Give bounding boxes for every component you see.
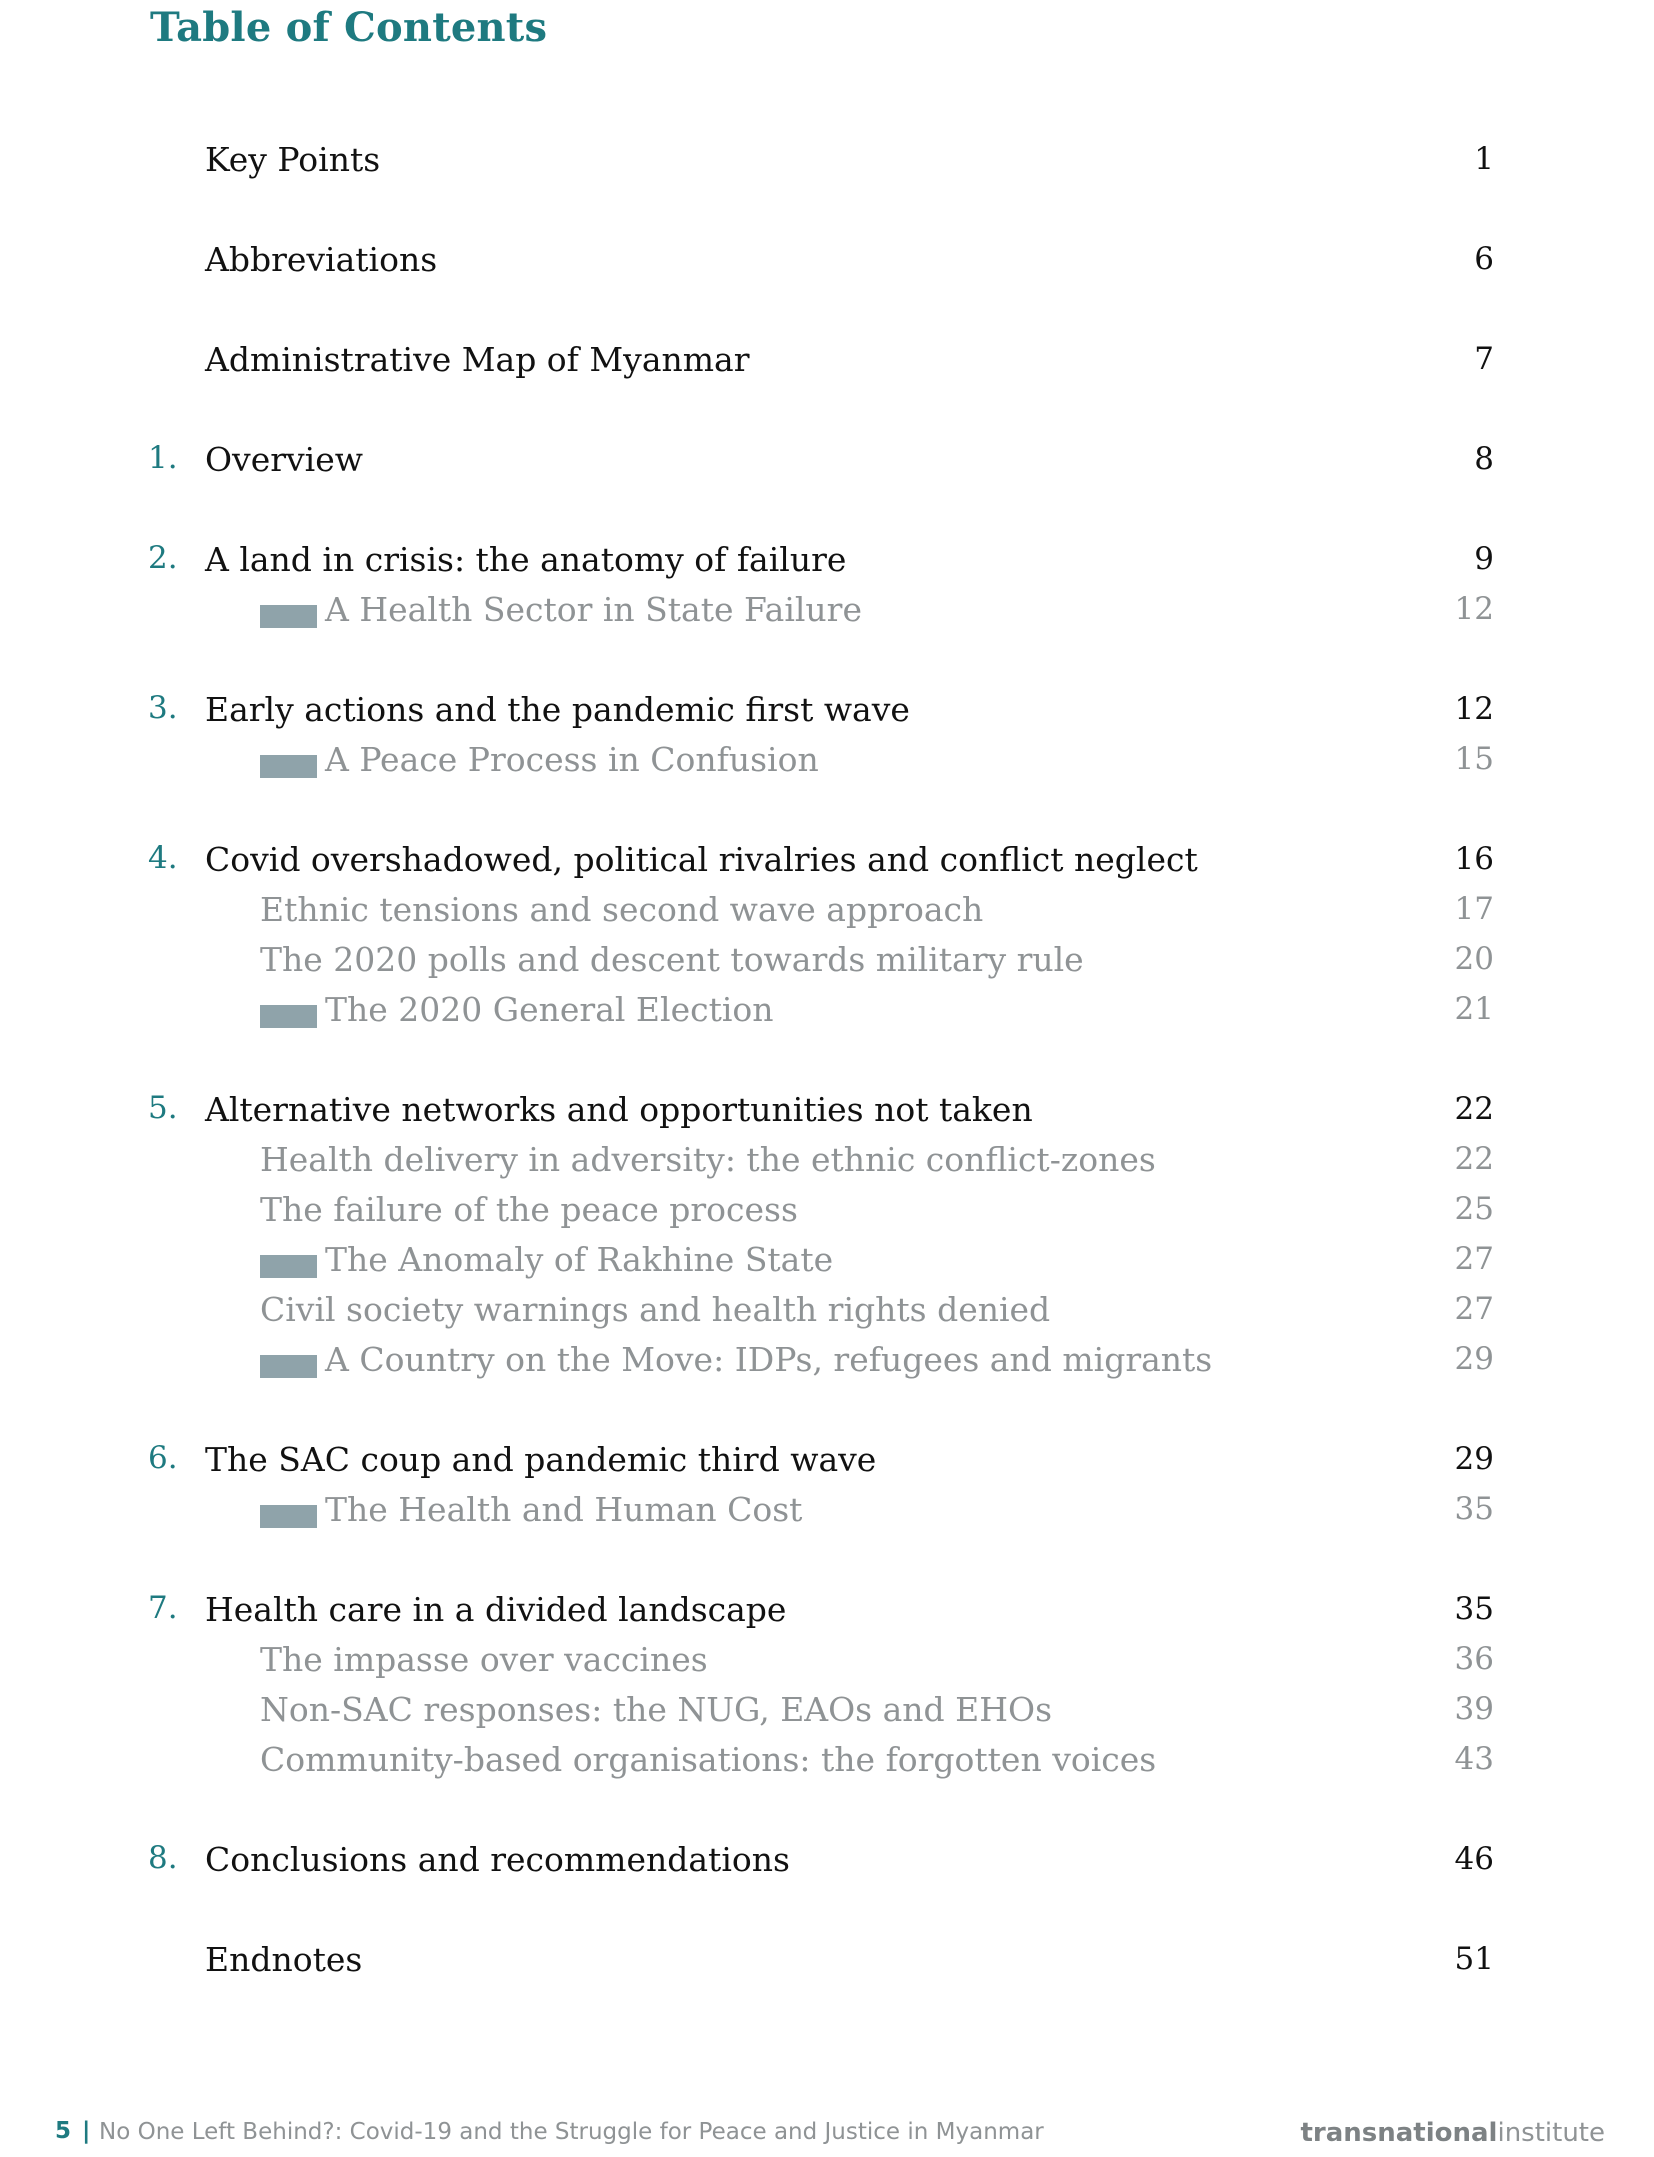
toc-subentry-label: The failure of the peace process — [260, 1190, 798, 1229]
publisher-logo — [1300, 2118, 1605, 2148]
toc-entry-page: 9 — [1474, 541, 1494, 577]
toc-entry-alternative-networks[interactable] — [0, 1086, 1654, 1134]
toc-subentry-label: Ethnic tensions and second wave approach — [260, 890, 984, 929]
toc-entry-label: Key Points — [205, 140, 381, 179]
toc-subentry-page: 12 — [1454, 591, 1494, 627]
toc-entry-page: 16 — [1454, 841, 1494, 877]
toc-subentry-page: 22 — [1454, 1141, 1494, 1177]
toc-entry-early-actions[interactable] — [0, 686, 1654, 734]
toc-entry-label: The SAC coup and pandemic third wave — [205, 1440, 877, 1479]
toc-entry-page: 12 — [1454, 691, 1494, 727]
toc-entry-page: 22 — [1454, 1091, 1494, 1127]
box-marker — [260, 755, 317, 778]
toc-entry-page: 7 — [1474, 341, 1494, 377]
toc-subentry-failure-peace-process[interactable] — [0, 1186, 1654, 1234]
box-marker — [260, 1005, 317, 1028]
toc-subentry-2020-general-election[interactable] — [0, 986, 1654, 1034]
toc-entry-number: 4. — [148, 840, 178, 876]
toc-subentry-community-based[interactable] — [0, 1736, 1654, 1784]
toc-subentry-label: The 2020 General Election — [325, 990, 774, 1029]
toc-subentry-label: The Health and Human Cost — [325, 1490, 803, 1529]
toc-subentry-page: 29 — [1454, 1341, 1494, 1377]
toc-subentry-page: 17 — [1454, 891, 1494, 927]
brand-light: institute — [1497, 2118, 1605, 2148]
footer-document-title: No One Left Behind?: Covid-19 and the Struggle for Peace and Justice in Myanmar — [99, 2119, 1044, 2145]
toc-entry-overview[interactable] — [0, 436, 1654, 484]
toc-subentry-page: 15 — [1454, 741, 1494, 777]
toc-subentry-health-human-cost[interactable] — [0, 1486, 1654, 1534]
toc-entry-label: Abbreviations — [205, 240, 438, 279]
toc-subentry-page: 21 — [1454, 991, 1494, 1027]
toc-entry-land-in-crisis[interactable] — [0, 536, 1654, 584]
toc-title: Table of Contents — [150, 4, 548, 51]
toc-subentry-page: 25 — [1454, 1191, 1494, 1227]
toc-entry-label: A land in crisis: the anatomy of failure — [205, 540, 847, 579]
toc-entry-sac-coup[interactable] — [0, 1436, 1654, 1484]
toc-subentry-label: A Country on the Move: IDPs, refugees and migrants — [325, 1340, 1213, 1379]
toc-subentry-label: Civil society warnings and health rights denied — [260, 1290, 1051, 1329]
toc-entry-number: 5. — [148, 1090, 178, 1126]
toc-subentry-country-on-move[interactable] — [0, 1336, 1654, 1384]
toc-entry-label: Health care in a divided landscape — [205, 1590, 787, 1629]
toc-subentry-non-sac-responses[interactable] — [0, 1686, 1654, 1734]
toc-subentry-label: A Health Sector in State Failure — [325, 590, 862, 629]
toc-subentry-label: Non-SAC responses: the NUG, EAOs and EHOs — [260, 1690, 1052, 1729]
toc-entry-page: 1 — [1474, 141, 1494, 177]
toc-subentry-page: 43 — [1454, 1741, 1494, 1777]
toc-entry-health-care-divided[interactable] — [0, 1586, 1654, 1634]
toc-subentry-label: The impasse over vaccines — [260, 1640, 708, 1679]
toc-subentry-label: The Anomaly of Rakhine State — [325, 1240, 834, 1279]
toc-subentry-health-delivery[interactable] — [0, 1136, 1654, 1184]
toc-entry-label: Overview — [205, 440, 363, 479]
toc-subentry-label: A Peace Process in Confusion — [325, 740, 819, 779]
toc-entry-endnotes[interactable] — [0, 1936, 1654, 1984]
toc-subentry-ethnic-tensions[interactable] — [0, 886, 1654, 934]
page-footer — [55, 2118, 1605, 2154]
toc-subentry-label: The 2020 polls and descent towards military rule — [260, 940, 1084, 979]
toc-entry-label: Alternative networks and opportunities not taken — [205, 1090, 1033, 1129]
box-marker — [260, 605, 317, 628]
footer-page-number: 5 — [55, 2118, 72, 2144]
toc-entry-label: Early actions and the pandemic first wave — [205, 690, 910, 729]
toc-entry-number: 7. — [148, 1590, 178, 1626]
toc-subentry-label: Health delivery in adversity: the ethnic conflict-zones — [260, 1140, 1156, 1179]
toc-subentry-label: Community-based organisations: the forgotten voices — [260, 1740, 1157, 1779]
toc-subentry-page: 39 — [1454, 1691, 1494, 1727]
toc-subentry-2020-polls[interactable] — [0, 936, 1654, 984]
toc-entry-admin-map[interactable] — [0, 336, 1654, 384]
toc-entry-conclusions[interactable] — [0, 1836, 1654, 1884]
toc-entry-page: 29 — [1454, 1441, 1494, 1477]
brand-bold: transnational — [1300, 2118, 1498, 2148]
toc-subentry-page: 35 — [1454, 1491, 1494, 1527]
toc-subentry-civil-society[interactable] — [0, 1286, 1654, 1334]
toc-entry-number: 3. — [148, 690, 178, 726]
toc-entry-number: 1. — [148, 440, 178, 476]
toc-entry-page: 35 — [1454, 1591, 1494, 1627]
toc-entry-covid-overshadowed[interactable] — [0, 836, 1654, 884]
toc-subentry-page: 20 — [1454, 941, 1494, 977]
toc-entry-page: 6 — [1474, 241, 1494, 277]
box-marker — [260, 1505, 317, 1528]
toc-subentry-impasse-vaccines[interactable] — [0, 1636, 1654, 1684]
toc-entry-number: 8. — [148, 1840, 178, 1876]
toc-entry-label: Endnotes — [205, 1940, 363, 1979]
toc-entry-label: Conclusions and recommendations — [205, 1840, 790, 1879]
toc-subentry-peace-process-confusion[interactable] — [0, 736, 1654, 784]
box-marker — [260, 1355, 317, 1378]
toc-entry-label: Administrative Map of Myanmar — [205, 340, 750, 379]
toc-entry-key-points[interactable] — [0, 136, 1654, 184]
toc-subentry-health-sector[interactable] — [0, 586, 1654, 634]
toc-entry-number: 6. — [148, 1440, 178, 1476]
toc-entry-page: 51 — [1454, 1941, 1494, 1977]
toc-entry-number: 2. — [148, 540, 178, 576]
toc-entry-label: Covid overshadowed, political rivalries and conflict neglect — [205, 840, 1198, 879]
toc-entry-page: 46 — [1454, 1841, 1494, 1877]
toc-subentry-anomaly-rakhine[interactable] — [0, 1236, 1654, 1284]
toc-subentry-page: 36 — [1454, 1641, 1494, 1677]
toc-subentry-page: 27 — [1454, 1241, 1494, 1277]
toc-entry-page: 8 — [1474, 441, 1494, 477]
footer-separator: | — [82, 2118, 91, 2144]
box-marker — [260, 1255, 317, 1278]
toc-entry-abbreviations[interactable] — [0, 236, 1654, 284]
toc-subentry-page: 27 — [1454, 1291, 1494, 1327]
